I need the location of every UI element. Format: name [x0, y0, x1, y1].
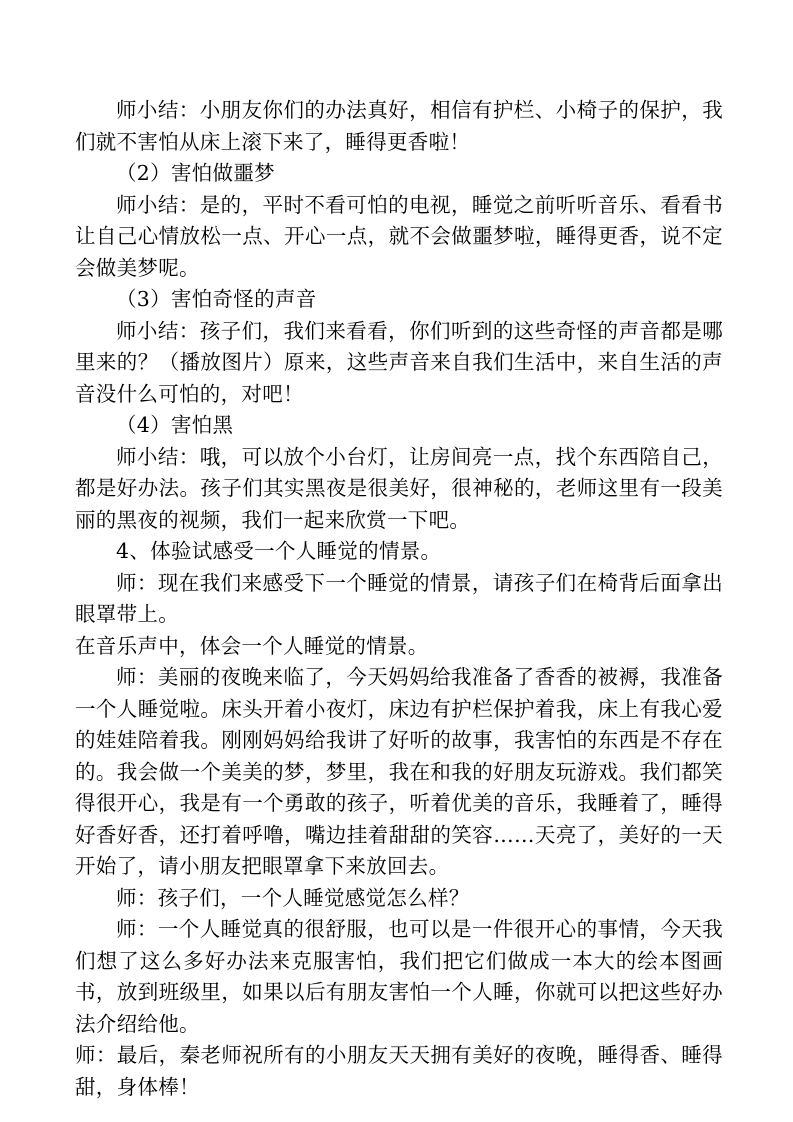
- subheading-dark: （4）害怕黑: [116, 413, 234, 437]
- summary-paragraph-nightmare: 师小结：是的，平时不看可怕的电视，睡觉之前听听音乐、看看书让自己心情放松一点、开心一点，就不会做噩梦啦，睡得更香，说不定会做美梦呢。: [75, 192, 723, 280]
- teacher-paragraph-story: 师：美丽的夜晚来临了，今天妈妈给我准备了香香的被褥，我准备一个人睡觉啦。床头开着小夜灯，床边有护栏保护着我，床上有我心爱的娃娃陪着我。刚刚妈妈给我讲了好听的故事，我害怕的东西是不存在的。我会做一个美美的梦，梦里，我在和我的好朋友玩游戏。我们都笑得很开心，我是有一个勇敢的孩子，听着优美的音乐，我睡着了，睡得好香好香，还打着呼噜，嘴边挂着甜甜的笑容……天亮了，美好的一天开始了，请小朋友把眼罩拿下来放回去。: [75, 665, 723, 878]
- summary-paragraph-sounds: 师小结：孩子们，我们来看看，你们听到的这些奇怪的声音都是哪里来的？（播放图片）原来，这些声音来自我们生活中，来自生活的声音没什么可怕的，对吧！: [75, 318, 723, 406]
- section-heading-experience: 4、体验试感受一个人睡觉的情景。: [116, 539, 442, 563]
- summary-paragraph-dark: 师小结：哦，可以放个小台灯，让房间亮一点，找个东西陪自己，都是好办法。孩子们其实黑夜是很美好，很神秘的，老师这里有一段美丽的黑夜的视频，我们一起来欣赏一下吧。: [75, 444, 723, 532]
- document-body: [75, 95, 723, 1103]
- summary-paragraph-guardrail: 师小结：小朋友你们的办法真好，相信有护栏、小椅子的保护，我们就不害怕从床上滚下来了，睡得更香啦！: [75, 98, 723, 154]
- teacher-paragraph-closing: 师：最后，秦老师祝所有的小朋友天天拥有美好的夜晚，睡得香、睡得甜，身体棒！: [75, 1043, 723, 1099]
- teacher-paragraph-eye-mask: 师：现在我们来感受下一个睡觉的情景，请孩子们在椅背后面拿出眼罩带上。: [75, 570, 723, 626]
- subheading-nightmare: （2）害怕做噩梦: [116, 161, 275, 185]
- teacher-paragraph-question: 师：孩子们，一个人睡觉感觉怎么样？: [116, 885, 470, 910]
- subheading-strange-sounds: （3）害怕奇怪的声音: [116, 287, 317, 311]
- teacher-paragraph-picture-book: 师：一个人睡觉真的很舒服，也可以是一件很开心的事情，今天我们想了这么多好办法来克服害怕，我们把它们做成一本大的绘本图画书，放到班级里，如果以后有朋友害怕一个人睡，你就可以把这些好办法介绍给他。: [75, 917, 723, 1036]
- music-paragraph: 在音乐声中，体会一个人睡觉的情景。: [75, 633, 429, 658]
